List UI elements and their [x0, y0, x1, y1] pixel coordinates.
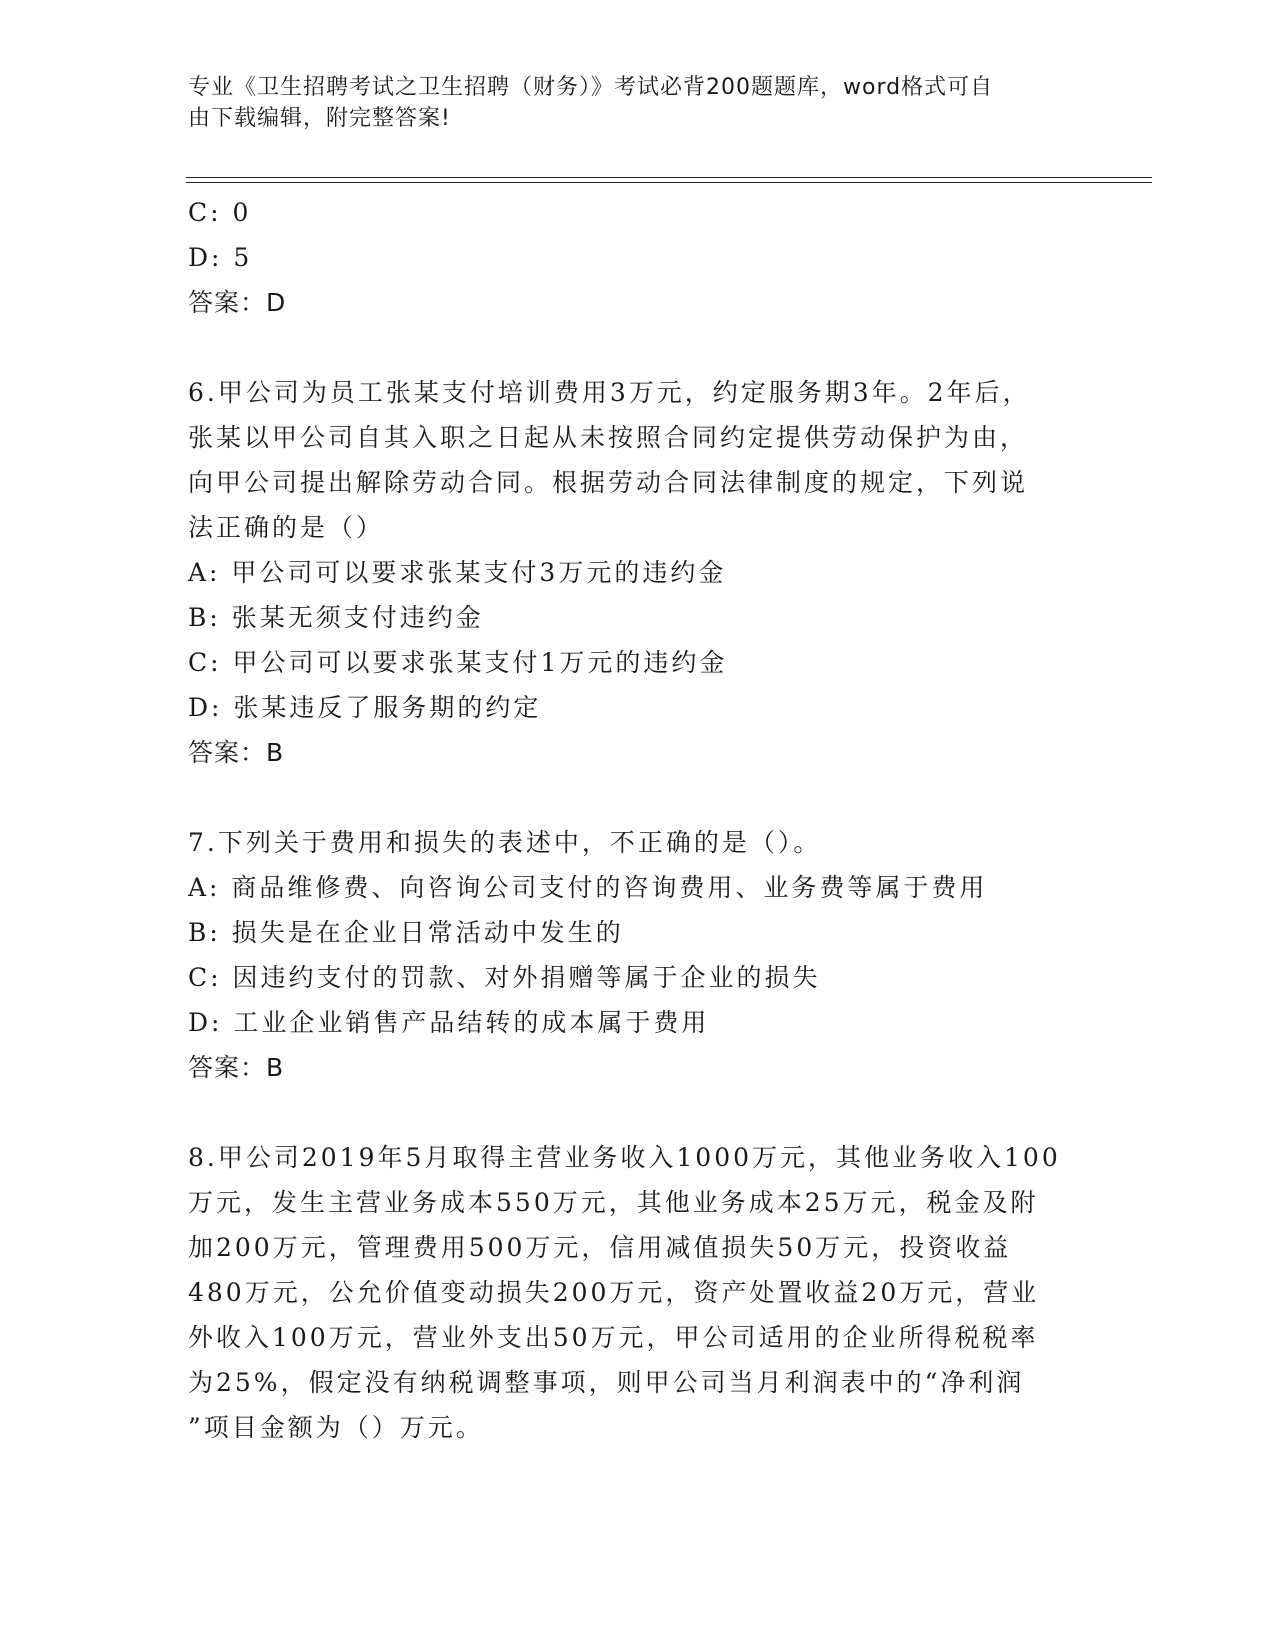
option-c: C: 因违约支付的罚款、对外捐赠等属于企业的损失 [188, 963, 821, 992]
question-text-line: 向甲公司提出解除劳动合同。根据劳动合同法律制度的规定，下列说 [188, 468, 1029, 497]
question-text-line: ”项目金额为（）万元。 [188, 1413, 484, 1442]
header-divider-top [186, 177, 1152, 178]
spacer [188, 325, 1088, 370]
option-d: D: 5 [188, 243, 253, 272]
document-body [188, 190, 1088, 1450]
question-8 [188, 1135, 1088, 1450]
option-a: A: 甲公司可以要求张某支付3万元的违约金 [188, 558, 727, 587]
spacer [188, 1090, 1088, 1135]
header-divider-bottom [186, 182, 1152, 183]
option-a: A: 商品维修费、向咨询公司支付的咨询费用、业务费等属于费用 [188, 873, 988, 902]
spacer [188, 775, 1088, 820]
question-text-line: 7.下列关于费用和损失的表述中，不正确的是（）。 [188, 828, 822, 857]
question-text-line: 6.甲公司为员工张某支付培训费用3万元，约定服务期3年。2年后， [188, 378, 1031, 407]
question-7 [188, 820, 1088, 1090]
question-text-line: 外收入100万元，营业外支出50万元，甲公司适用的企业所得税税率 [188, 1323, 1039, 1352]
question-5-tail [188, 190, 1088, 325]
option-c: C: 0 [188, 198, 252, 227]
question-text-line: 法正确的是（） [188, 513, 385, 542]
question-text-line: 为25%，假定没有纳税调整事项，则甲公司当月利润表中的“净利润 [188, 1368, 1025, 1397]
question-text-line: 万元，发生主营业务成本550万元，其他业务成本25万元，税金及附 [188, 1188, 1039, 1217]
question-text-line: 张某以甲公司自其入职之日起从未按照合同约定提供劳动保护为由， [188, 423, 1029, 452]
header-title-line-2: 由下载编辑，附完整答案! [188, 106, 451, 131]
answer-label: 答案：B [188, 738, 285, 767]
page-header [188, 72, 1068, 134]
option-b: B: 张某无须支付违约金 [188, 603, 484, 632]
question-text-line: 8.甲公司2019年5月取得主营业务收入1000万元，其他业务收入100 [188, 1143, 1061, 1172]
answer-label: 答案：B [188, 1053, 285, 1082]
question-text-line: 加200万元，管理费用500万元，信用减值损失50万元，投资收益 [188, 1233, 1012, 1262]
header-title-line-1: 专业《卫生招聘考试之卫生招聘（财务）》考试必背200题题库，word格式可自 [188, 75, 994, 100]
option-d: D: 张某违反了服务期的约定 [188, 693, 542, 722]
option-b: B: 损失是在企业日常活动中发生的 [188, 918, 624, 947]
option-c: C: 甲公司可以要求张某支付1万元的违约金 [188, 648, 728, 677]
question-text-line: 480万元，公允价值变动损失200万元，资产处置收益20万元，营业 [188, 1278, 1040, 1307]
question-6 [188, 370, 1088, 775]
answer-label: 答案：D [188, 288, 287, 317]
option-d: D: 工业企业销售产品结转的成本属于费用 [188, 1008, 710, 1037]
